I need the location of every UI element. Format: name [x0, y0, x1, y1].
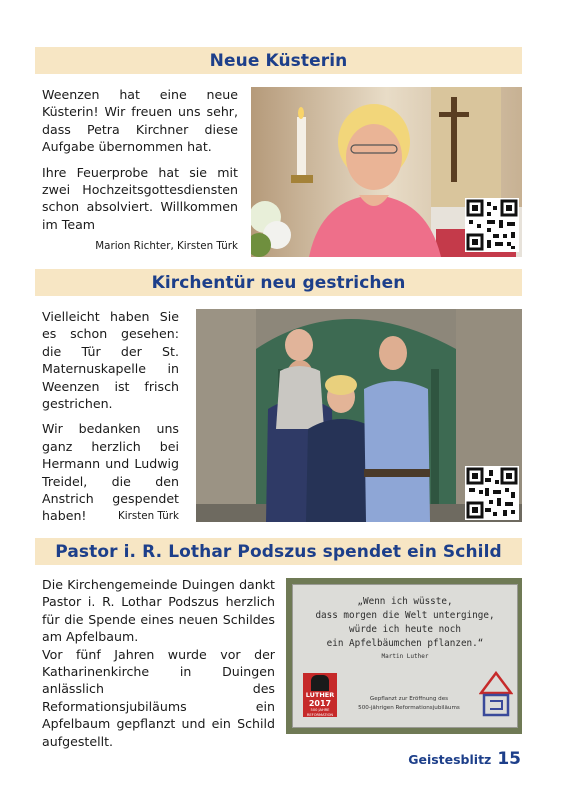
sign-quote — [293, 595, 517, 663]
quote-line: dass morgen die Welt unterginge, — [315, 610, 495, 621]
page-footer — [408, 749, 521, 769]
logo-year: 2017 — [308, 699, 332, 708]
luther-2017-logo — [303, 673, 337, 717]
qr-code-icon — [465, 466, 519, 520]
signature: Kirsten Türk — [118, 510, 179, 522]
logo-title: LUTHER — [305, 691, 335, 699]
luther-portrait-icon — [311, 675, 329, 691]
quote-line: „Wenn ich wüsste, — [357, 596, 453, 607]
section-banner-kuesterin — [35, 47, 522, 74]
qr-code-icon — [465, 198, 519, 252]
article-text-kirchentuer — [42, 308, 179, 533]
article-text-kuesterin — [42, 86, 238, 241]
page-number: 15 — [497, 749, 521, 769]
quote-line: würde ich heute noch — [349, 624, 461, 635]
magazine-name: Geistesblitz — [408, 752, 492, 767]
article-text-schild — [42, 576, 275, 758]
caption-line: 500-jährigen Reformationsjubiläums — [358, 705, 460, 711]
paragraph: Die Kirchengemeinde Duingen dankt Pastor i. R. Lothar Podszus herzlich für die Spende eines neuen Schildes am Apfelbaum. — [42, 577, 275, 645]
paragraph: Weenzen hat eine neue Küsterin! Wir freuen uns sehr, dass Petra Kirchner diese Aufgabe übernommen hat. — [42, 87, 238, 155]
quote-author: Martin Luther — [381, 653, 429, 660]
section-title: Pastor i. R. Lothar Podszus spendet ein Schild — [55, 541, 502, 562]
sign-caption — [341, 695, 477, 713]
section-banner-schild — [35, 538, 522, 565]
logo-subline: 500 JAHRE — [310, 708, 330, 712]
paragraph: Vor fünf Jahren wurde vor der Katharinenkirche in Duingen anlässlich des Reformationsjubiläums ein Apfelbaum gepflanzt und ein Schild aufgestellt. — [42, 646, 275, 749]
caption-line: Gepflanzt zur Eröffnung des — [369, 696, 449, 702]
section-title: Kirchentür neu gestrichen — [151, 272, 406, 293]
logo-subline: REFORMATION — [306, 712, 334, 717]
sign-plate — [292, 584, 518, 728]
quote-line: ein Apfelbäumchen pflanzen.“ — [326, 638, 484, 649]
signature: Marion Richter, Kirsten Türk — [95, 240, 238, 252]
paragraph: Wir bedanken uns ganz herzlich bei Hermann und Ludwig Treidel, die den Anstrich gespendet haben! — [42, 421, 179, 524]
paragraph: Vielleicht haben Sie es schon gesehen: die Tür der St. Maternuskapelle in Weenzen ist frisch gestrichen. — [42, 309, 179, 412]
church-house-logo-icon — [479, 671, 513, 719]
photo-schild — [286, 578, 522, 734]
section-title: Neue Küsterin — [209, 50, 348, 71]
paragraph: Ihre Feuerprobe hat sie mit zwei Hochzeitsgottesdiensten schon absolviert. Willkommen im Team — [42, 164, 238, 232]
section-banner-kirchentuer — [35, 269, 522, 296]
